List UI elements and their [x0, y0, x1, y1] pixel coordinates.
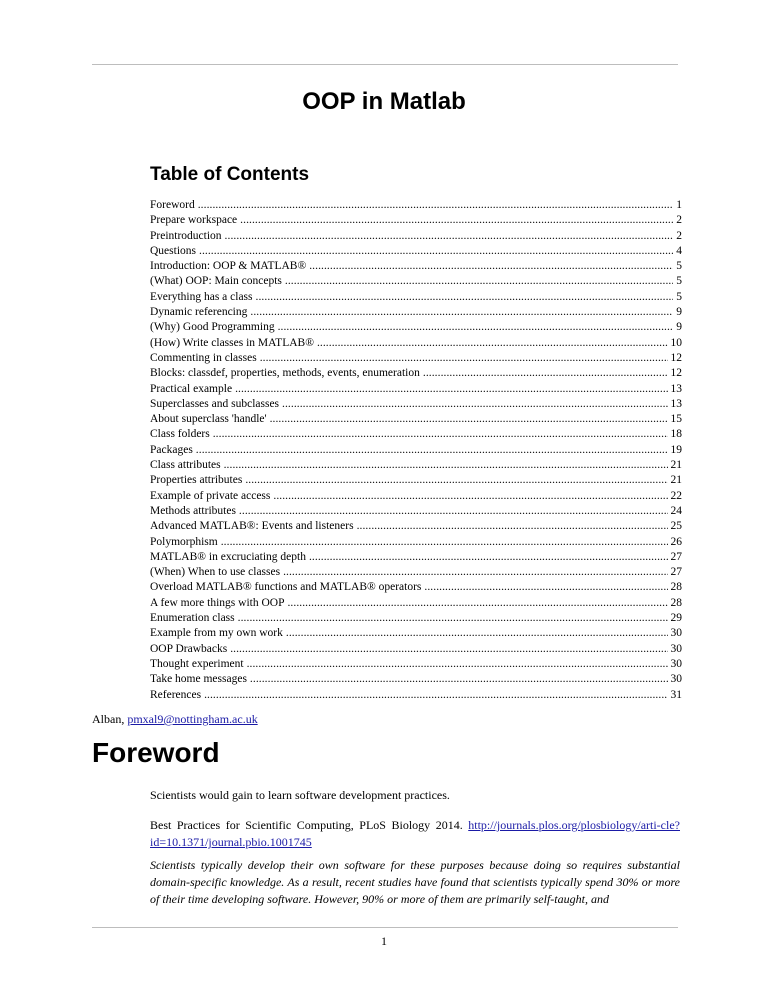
toc-leader-dots [256, 290, 674, 305]
toc-entry-title: Take home messages [150, 673, 247, 686]
toc-entry[interactable] [150, 550, 682, 565]
toc-entry[interactable] [150, 596, 682, 611]
toc-entry-title: Foreword [150, 199, 195, 211]
toc-leader-dots [260, 351, 668, 366]
toc-entry-page: 31 [670, 688, 682, 701]
toc-leader-dots [247, 657, 668, 672]
toc-entry-title: Properties attributes [150, 474, 243, 487]
toc-leader-dots [424, 580, 667, 595]
page-bottom-rule [92, 927, 678, 928]
toc-leader-dots [230, 642, 667, 657]
table-of-contents [150, 198, 682, 703]
toc-entry-page: 13 [670, 382, 682, 395]
toc-entry[interactable] [150, 611, 682, 626]
author-email-link[interactable]: pmxal9@nottingham.ac.uk [127, 712, 258, 726]
toc-entry-title: Superclasses and subclasses [150, 397, 280, 410]
toc-entry[interactable] [150, 382, 682, 397]
toc-leader-dots [423, 366, 668, 381]
toc-entry[interactable] [150, 274, 682, 289]
toc-leader-dots [245, 473, 667, 488]
toc-entry-title: References [150, 688, 202, 701]
toc-entry[interactable] [150, 259, 682, 274]
author-name: Alban, [92, 712, 125, 726]
toc-entry-title: Example from my own work [150, 627, 283, 640]
toc-entry[interactable] [150, 229, 682, 244]
toc-entry[interactable] [150, 565, 682, 580]
toc-entry[interactable] [150, 626, 682, 641]
toc-leader-dots [196, 443, 668, 458]
toc-entry-page: 22 [670, 489, 682, 502]
toc-leader-dots [213, 427, 668, 442]
toc-heading: Table of Contents [150, 164, 310, 185]
toc-leader-dots [282, 397, 667, 412]
toc-leader-dots [287, 596, 667, 611]
toc-leader-dots [250, 305, 673, 320]
toc-entry-page: 9 [676, 321, 682, 334]
toc-entry-page: 19 [670, 443, 682, 456]
toc-entry[interactable] [150, 443, 682, 458]
toc-entry[interactable] [150, 504, 682, 519]
toc-entry-title: Blocks: classdef, properties, methods, events, enumeration [150, 367, 420, 380]
toc-entry-title: Overload MATLAB® functions and MATLAB® operators [150, 581, 422, 594]
toc-entry[interactable] [150, 519, 682, 534]
toc-entry[interactable] [150, 412, 682, 427]
page-number: 1 [381, 934, 387, 948]
toc-leader-dots [239, 504, 668, 519]
toc-entry-page: 29 [670, 612, 682, 625]
toc-leader-dots [198, 198, 674, 213]
toc-entry-page: 26 [670, 535, 682, 548]
toc-leader-dots [270, 412, 668, 427]
toc-leader-dots [283, 565, 667, 580]
toc-entry-page: 9 [676, 306, 682, 319]
toc-entry[interactable] [150, 473, 682, 488]
toc-entry-page: 30 [670, 627, 682, 640]
toc-entry-title: Methods attributes [150, 504, 236, 517]
author-line [92, 712, 258, 727]
toc-leader-dots [285, 274, 673, 289]
toc-entry-title: (Why) Good Programming [150, 321, 275, 334]
toc-leader-dots [225, 229, 674, 244]
toc-entry-page: 5 [676, 275, 682, 288]
toc-entry-page: 10 [670, 336, 682, 349]
toc-entry-title: (How) Write classes in MATLAB® [150, 336, 314, 349]
toc-entry-page: 30 [670, 657, 682, 670]
toc-leader-dots [221, 535, 668, 550]
toc-entry[interactable] [150, 336, 682, 351]
toc-leader-dots [240, 213, 673, 228]
toc-entry-page: 12 [670, 351, 682, 364]
toc-entry-page: 27 [670, 566, 682, 579]
toc-entry-title: Enumeration class [150, 612, 235, 625]
toc-entry-title: MATLAB® in excruciating depth [150, 550, 306, 563]
toc-entry-page: 28 [670, 581, 682, 594]
toc-entry[interactable] [150, 397, 682, 412]
citation-link[interactable]: http://journals.plos.org/plosbiology/arti-cle?id=10.1371/journal.pbio.1001745 [150, 818, 680, 849]
toc-entry-title: (When) When to use classes [150, 566, 281, 579]
toc-entry-title: Class attributes [150, 459, 221, 472]
toc-entry[interactable] [150, 351, 682, 366]
toc-entry[interactable] [150, 672, 682, 687]
toc-entry-page: 21 [670, 474, 682, 487]
toc-leader-dots [357, 519, 668, 534]
toc-entry-page: 15 [670, 413, 682, 426]
toc-entry-title: Commenting in classes [150, 351, 257, 364]
toc-entry[interactable] [150, 657, 682, 672]
toc-entry[interactable] [150, 198, 682, 213]
toc-entry-title: Dynamic referencing [150, 306, 248, 319]
toc-leader-dots [235, 382, 667, 397]
toc-entry-page: 2 [676, 229, 682, 242]
toc-entry-page: 21 [670, 459, 682, 472]
toc-entry-title: Introduction: OOP & MATLAB® [150, 260, 307, 273]
toc-leader-dots [317, 336, 668, 351]
page-top-rule [92, 64, 678, 65]
toc-entry-title: A few more things with OOP [150, 596, 285, 609]
toc-leader-dots [309, 259, 673, 274]
toc-entry-page: 18 [670, 428, 682, 441]
toc-entry-title: About superclass 'handle' [150, 413, 267, 426]
toc-entry-page: 2 [676, 214, 682, 227]
toc-entry[interactable] [150, 427, 682, 442]
toc-entry-title: Polymorphism [150, 535, 218, 548]
toc-entry-page: 13 [670, 397, 682, 410]
toc-entry[interactable] [150, 305, 682, 320]
toc-entry-title: (What) OOP: Main concepts [150, 275, 282, 288]
toc-entry-title: Advanced MATLAB®: Events and listeners [150, 520, 354, 533]
toc-entry-page: 12 [670, 367, 682, 380]
toc-entry-title: Prepare workspace [150, 214, 238, 227]
toc-entry-title: Preintroduction [150, 229, 222, 242]
toc-entry[interactable] [150, 489, 682, 504]
toc-entry[interactable] [150, 213, 682, 228]
toc-leader-dots [286, 626, 668, 641]
toc-leader-dots [199, 244, 673, 259]
toc-leader-dots [224, 458, 668, 473]
toc-entry-page: 30 [670, 673, 682, 686]
toc-entry-title: Class folders [150, 428, 210, 441]
toc-entry-page: 4 [676, 244, 682, 257]
toc-entry-title: Thought experiment [150, 657, 244, 670]
document-title: OOP in Matlab [302, 88, 466, 115]
toc-entry-title: Everything has a class [150, 290, 253, 303]
toc-entry[interactable] [150, 580, 682, 595]
toc-leader-dots [278, 320, 674, 335]
toc-entry-page: 28 [670, 596, 682, 609]
toc-entry-page: 5 [676, 290, 682, 303]
toc-entry-page: 24 [670, 504, 682, 517]
toc-entry-title: Example of private access [150, 489, 271, 502]
toc-entry[interactable] [150, 535, 682, 550]
foreword-quote: Scientists typically develop their own software for these purposes because doing so requires substantial domain-specific knowledge. As a result, recent studies have found that scientists typically spend 30% or more of their time developing software. However, 90% or more of them are primarily self-taught, and [150, 858, 680, 906]
toc-entry[interactable] [150, 290, 682, 305]
foreword-paragraph-2 [150, 817, 680, 851]
section-heading-foreword: Foreword [92, 737, 220, 768]
toc-leader-dots [238, 611, 668, 626]
toc-entry[interactable] [150, 688, 682, 703]
toc-entry-title: OOP Drawbacks [150, 642, 228, 655]
toc-entry-page: 30 [670, 642, 682, 655]
toc-entry-page: 5 [676, 260, 682, 273]
toc-entry-title: Questions [150, 244, 196, 257]
toc-leader-dots [250, 672, 668, 687]
toc-entry-title: Packages [150, 443, 193, 456]
toc-entry[interactable] [150, 244, 682, 259]
foreword-paragraph-1: Scientists would gain to learn software development practices. [150, 788, 450, 802]
toc-leader-dots [273, 489, 667, 504]
toc-entry-page: 25 [670, 520, 682, 533]
toc-entry-page: 1 [676, 199, 682, 211]
toc-entry[interactable] [150, 458, 682, 473]
toc-entry[interactable] [150, 642, 682, 657]
toc-entry-page: 27 [670, 550, 682, 563]
citation-text: Best Practices for Scientific Computing, PLoS Biology 2014. [150, 818, 463, 832]
toc-entry-title: Practical example [150, 382, 233, 395]
toc-entry[interactable] [150, 320, 682, 335]
toc-leader-dots [309, 550, 668, 565]
toc-leader-dots [204, 688, 667, 703]
toc-entry[interactable] [150, 366, 682, 381]
